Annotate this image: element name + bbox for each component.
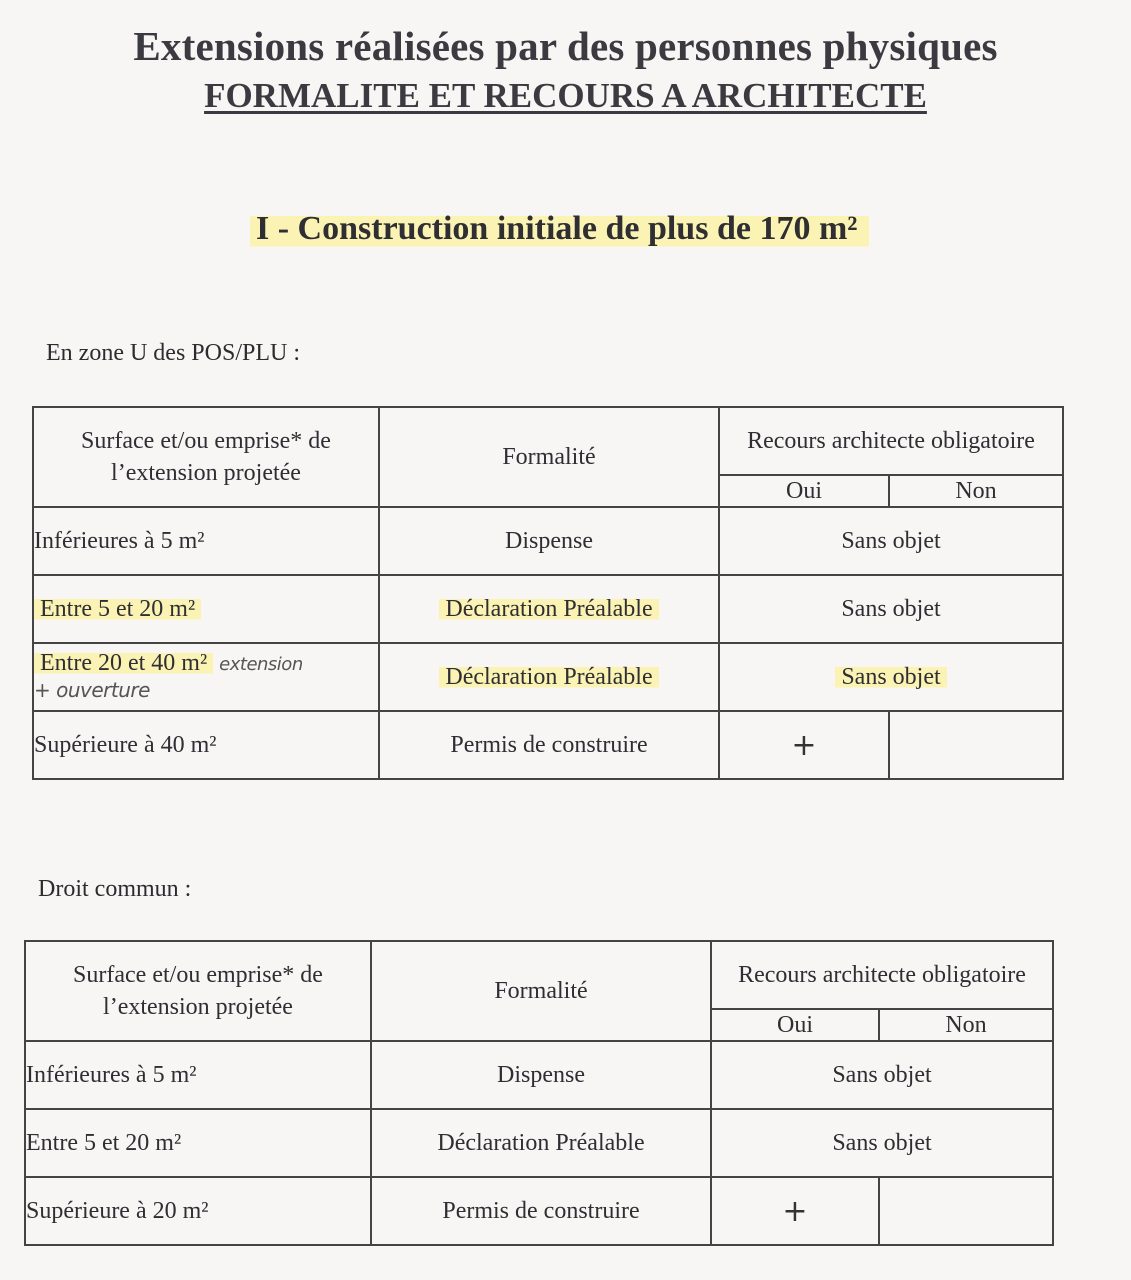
oui-cell: + [719, 711, 889, 779]
table-header-row [25, 941, 1053, 1009]
formalite-text: Déclaration Préalable [439, 664, 658, 690]
recours-cell: Sans objet [719, 507, 1063, 575]
recours-cell: Sans objet [719, 575, 1063, 643]
formalite-cell: Permis de construire [379, 711, 719, 779]
header-non: Non [879, 1009, 1053, 1041]
recours-text: Sans objet [835, 664, 946, 690]
table-header-row [33, 407, 1063, 475]
header-formalite: Formalité [379, 407, 719, 507]
table-row [33, 507, 1063, 575]
table-row [25, 1177, 1053, 1245]
section-heading: I - Construction initiale de plus de 170 m² [250, 208, 869, 252]
recours-cell: Sans objet [711, 1109, 1053, 1177]
surface-cell [33, 575, 379, 643]
oui-cell: + [711, 1177, 879, 1245]
document-subtitle: FORMALITE ET RECOURS A ARCHITECTE [204, 76, 927, 115]
header-recours: Recours architecte obligatoire [711, 941, 1053, 1009]
table-row [25, 1041, 1053, 1109]
formalite-text: Déclaration Préalable [439, 596, 658, 622]
surface-cell [33, 643, 379, 711]
surface-cell: Inférieures à 5 m² [33, 507, 379, 575]
non-cell [879, 1177, 1053, 1245]
surface-cell: Entre 5 et 20 m² [25, 1109, 371, 1177]
header-surface: Surface et/ou emprise* de l’extension projetée [33, 407, 379, 507]
header-formalite: Formalité [371, 941, 711, 1041]
zone-u-table [32, 406, 1064, 780]
handwritten-note: extension [219, 654, 303, 675]
surface-text: Entre 5 et 20 m² [34, 596, 201, 622]
table-row [33, 643, 1063, 711]
header-oui: Oui [719, 475, 889, 507]
surface-cell: Supérieure à 40 m² [33, 711, 379, 779]
zone-u-label: En zone U des POS/PLU : [46, 340, 300, 366]
formalite-cell: Déclaration Préalable [371, 1109, 711, 1177]
surface-cell: Supérieure à 20 m² [25, 1177, 371, 1245]
table-row [25, 1109, 1053, 1177]
droit-commun-table [24, 940, 1054, 1246]
formalite-cell [379, 643, 719, 711]
formalite-cell: Permis de construire [371, 1177, 711, 1245]
table-row [33, 711, 1063, 779]
handwritten-note: + ouverture [34, 678, 150, 702]
surface-text: Entre 20 et 40 m² [34, 650, 213, 676]
header-recours: Recours architecte obligatoire [719, 407, 1063, 475]
droit-commun-label: Droit commun : [38, 876, 192, 902]
document-title: Extensions réalisées par des personnes physiques [133, 23, 998, 69]
recours-cell: Sans objet [711, 1041, 1053, 1109]
header-non: Non [889, 475, 1063, 507]
formalite-cell: Dispense [379, 507, 719, 575]
surface-cell: Inférieures à 5 m² [25, 1041, 371, 1109]
recours-cell [719, 643, 1063, 711]
table-row [33, 575, 1063, 643]
header-oui: Oui [711, 1009, 879, 1041]
non-cell [889, 711, 1063, 779]
formalite-cell: Dispense [371, 1041, 711, 1109]
formalite-cell [379, 575, 719, 643]
header-surface: Surface et/ou emprise* de l’extension projetée [25, 941, 371, 1041]
